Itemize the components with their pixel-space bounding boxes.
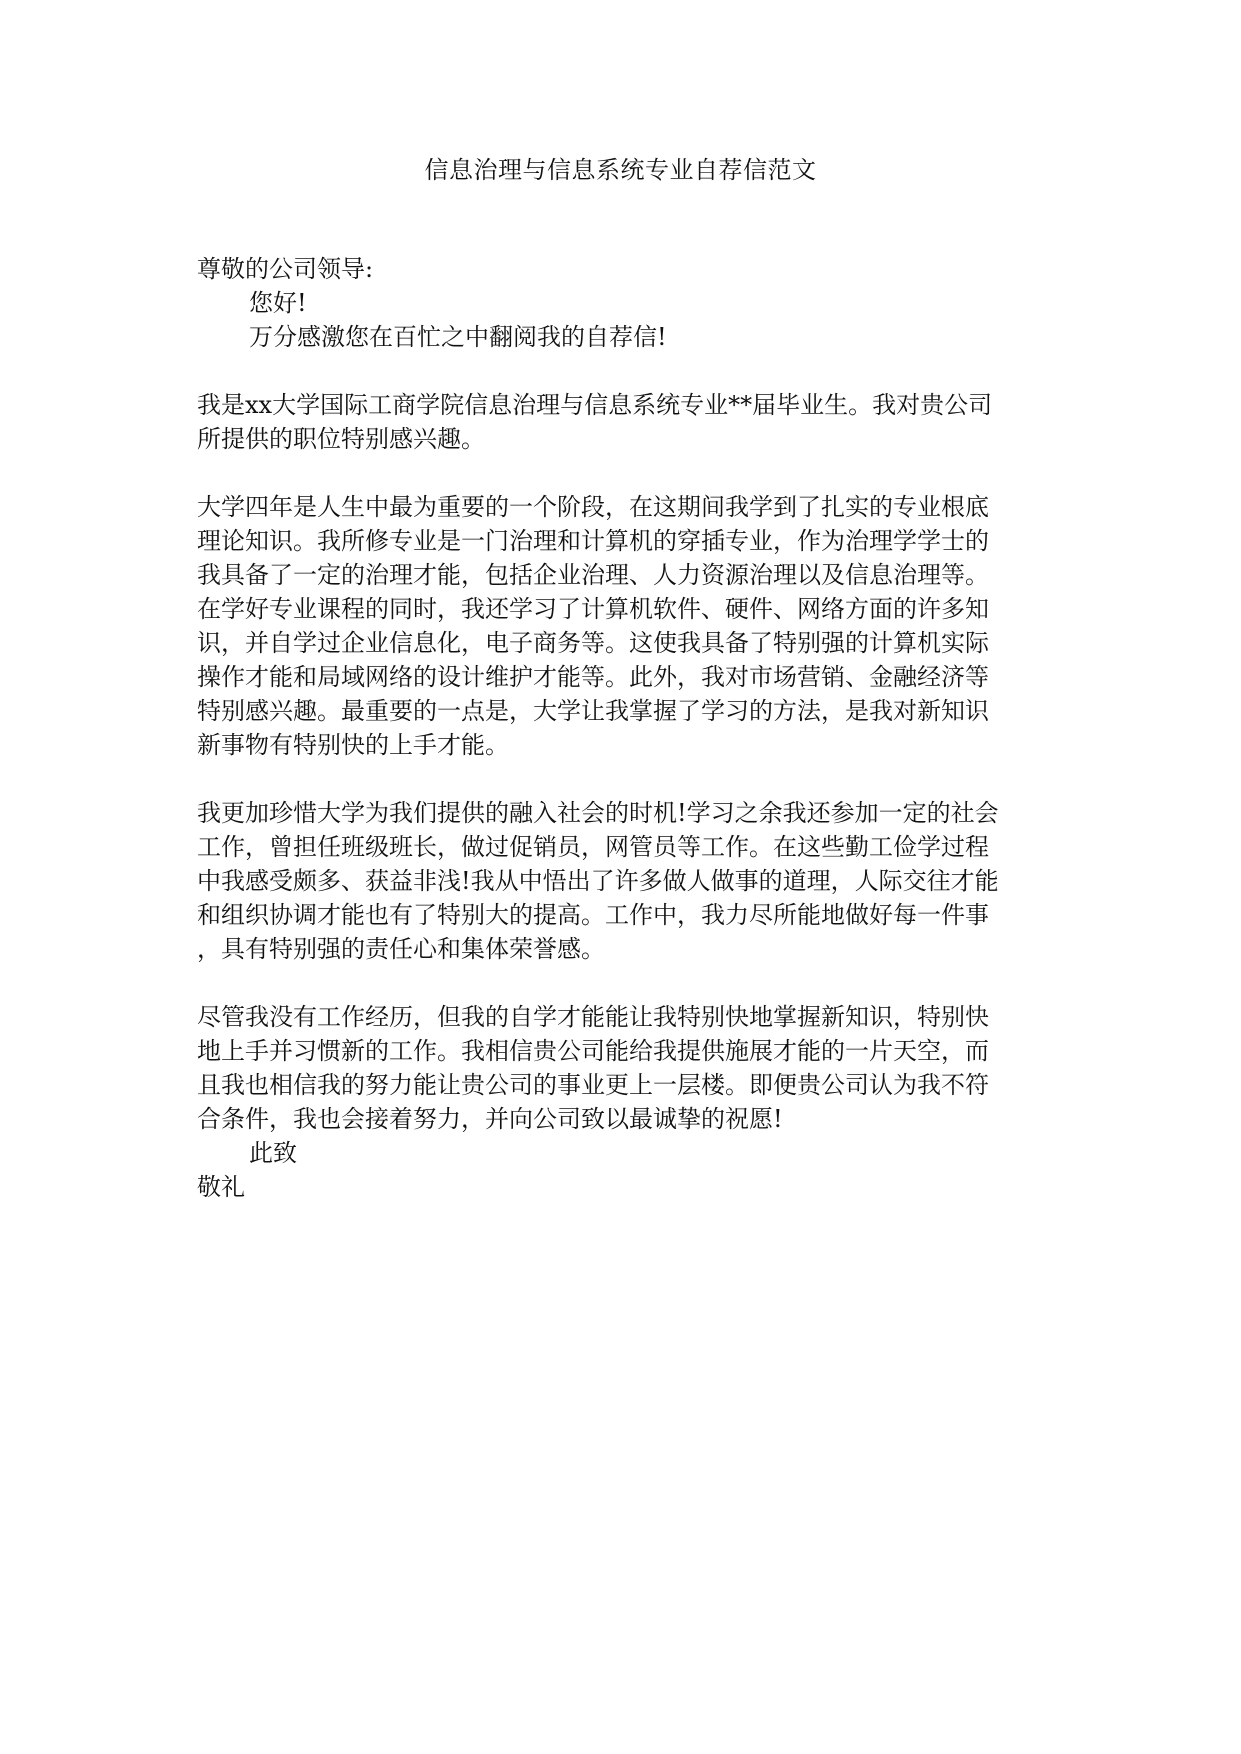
text-line: 我具备了一定的治理才能，包括企业治理、人力资源治理以及信息治理等。 — [197, 561, 989, 589]
text-line: 地上手并习惯新的工作。我相信贵公司能给我提供施展才能的一片天空，而 — [197, 1037, 989, 1065]
paragraph-intro — [197, 388, 1027, 456]
letter-body — [197, 252, 1027, 1204]
text-line: 我更加珍惜大学为我们提供的融入社会的时机!学习之余我还参加一定的社会 — [197, 799, 999, 827]
text-line: 特别感兴趣。最重要的一点是，大学让我掌握了学习的方法，是我对新知识 — [197, 697, 989, 725]
text-line: 和组织协调才能也有了特别大的提高。工作中，我力尽所能地做好每一件事 — [197, 901, 989, 929]
thanks-line: 万分感激您在百忙之中翻阅我的自荐信! — [249, 323, 667, 351]
text-line: 大学四年是人生中最为重要的一个阶段，在这期间我学到了扎实的专业根底 — [197, 493, 989, 521]
text-line: 新事物有特别快的上手才能。 — [197, 731, 509, 759]
text-line: 尽管我没有工作经历，但我的自学才能能让我特别快地掌握新知识，特别快 — [197, 1003, 989, 1031]
text-line: 合条件，我也会接着努力，并向公司致以最诚挚的祝愿! — [197, 1105, 783, 1133]
greeting: 您好! — [249, 289, 307, 317]
closing: 此致 — [249, 1139, 297, 1167]
paragraph-gap — [197, 966, 1027, 1000]
document-title: 信息治理与信息系统专业自荐信范文 — [424, 156, 817, 184]
paragraph-gap — [197, 354, 1027, 388]
text-line: 我是xx大学国际工商学院信息治理与信息系统专业**届毕业生。我对贵公司 — [197, 391, 993, 419]
text-line: 识，并自学过企业信息化，电子商务等。这使我具备了特别强的计算机实际 — [197, 629, 989, 657]
text-line: 在学好专业课程的同时，我还学习了计算机软件、硬件、网络方面的许多知 — [197, 595, 989, 623]
paragraph-conclusion — [197, 1000, 1027, 1136]
text-line: 工作，曾担任班级班长，做过促销员，网管员等工作。在这些勤工俭学过程 — [197, 833, 989, 861]
paragraph-education — [197, 490, 1027, 762]
salutation: 尊敬的公司领导: — [197, 255, 374, 283]
paragraph-experience — [197, 796, 1027, 966]
text-line: ，具有特别强的责任心和集体荣誉感。 — [197, 935, 605, 963]
text-line: 操作才能和局域网络的设计维护才能等。此外，我对市场营销、金融经济等 — [197, 663, 989, 691]
text-line: 且我也相信我的努力能让贵公司的事业更上一层楼。即便贵公司认为我不符 — [197, 1071, 989, 1099]
paragraph-gap — [197, 762, 1027, 796]
paragraph-gap — [197, 456, 1027, 490]
text-line: 理论知识。我所修专业是一门治理和计算机的穿插专业，作为治理学学士的 — [197, 527, 989, 555]
text-line: 中我感受颇多、获益非浅!我从中悟出了许多做人做事的道理，人际交往才能 — [197, 867, 999, 895]
regards: 敬礼 — [197, 1173, 245, 1201]
text-line: 所提供的职位特别感兴趣。 — [197, 425, 485, 453]
